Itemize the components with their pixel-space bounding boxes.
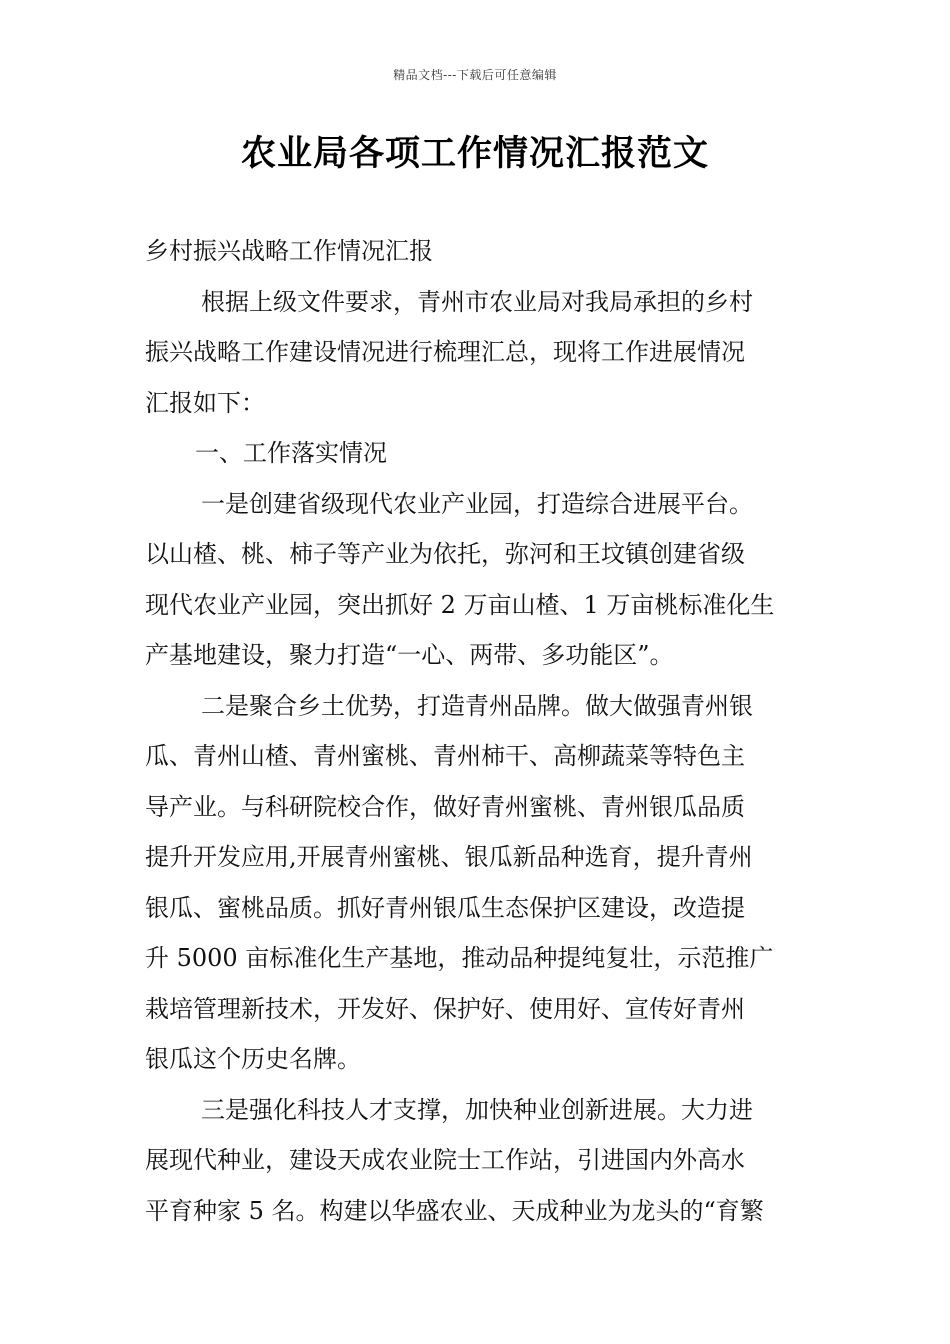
paragraph-line: 根据上级文件要求，青州市农业局对我局承担的乡村 bbox=[201, 287, 753, 316]
paragraph-line: 汇报如下： bbox=[145, 388, 265, 417]
paragraph-3 bbox=[145, 1085, 810, 1237]
paragraph-line: 三是强化科技人才支撑，加快种业创新进展。大力进 bbox=[201, 1095, 753, 1124]
paragraph-line: 平育种家 5 名。构建以华盛农业、天成种业为龙头的“育繁 bbox=[145, 1196, 764, 1225]
paragraph-line: 瓜、青州山楂、青州蜜桃、青州柿干、高柳蔬菜等特色主 bbox=[145, 742, 745, 770]
section-heading: 一、工作落实情况 bbox=[195, 439, 387, 467]
paragraph-line: 栽培管理新技术，开发好、保护好、使用好、宣传好青州 bbox=[145, 994, 745, 1023]
paragraph-2 bbox=[145, 681, 810, 1085]
paragraph-line: 现代农业产业园，突出抓好 2 万亩山楂、1 万亩桃标准化生 bbox=[145, 590, 775, 619]
paragraph-1 bbox=[145, 479, 810, 681]
paragraph-line: 展现代种业，建设天成农业院士工作站，引进国内外高水 bbox=[145, 1146, 745, 1174]
document-body bbox=[145, 226, 810, 1236]
section-heading-1 bbox=[145, 428, 810, 479]
paragraph-line: 产基地建设，聚力打造“一心、两带、多功能区”。 bbox=[145, 641, 674, 669]
paragraph-line: 银瓜、蜜桃品质。抓好青州银瓜生态保护区建设，改造提 bbox=[145, 893, 745, 922]
document-title: 农业局各项工作情况汇报范文 bbox=[240, 134, 709, 174]
section-subtitle: 乡村振兴战略工作情况汇报 bbox=[145, 237, 433, 265]
paragraph-line: 二是聚合乡土优势，打造青州品牌。做大做强青州银 bbox=[201, 691, 753, 720]
paragraph-line: 导产业。与科研院校合作，做好青州蜜桃、青州银瓜品质 bbox=[145, 792, 745, 821]
paragraph-line: 升 5000 亩标准化生产基地，推动品种提纯复壮，示范推广 bbox=[145, 944, 774, 972]
paragraph-line: 振兴战略工作建设情况进行梳理汇总，现将工作进展情况 bbox=[145, 338, 745, 366]
paragraph-line: 提升开发应用,开展青州蜜桃、银瓜新品种选育，提升青州 bbox=[145, 843, 753, 871]
paragraph-line: 一是创建省级现代农业产业园，打造综合进展平台。 bbox=[201, 489, 753, 518]
header-note: 精品文档---下载后可任意编辑 bbox=[393, 68, 557, 82]
paragraph-line: 银瓜这个历史名牌。 bbox=[145, 1045, 361, 1073]
paragraph-intro bbox=[145, 277, 810, 429]
paragraph-line: 以山楂、桃、柿子等产业为依托，弥河和王坟镇创建省级 bbox=[145, 540, 745, 568]
